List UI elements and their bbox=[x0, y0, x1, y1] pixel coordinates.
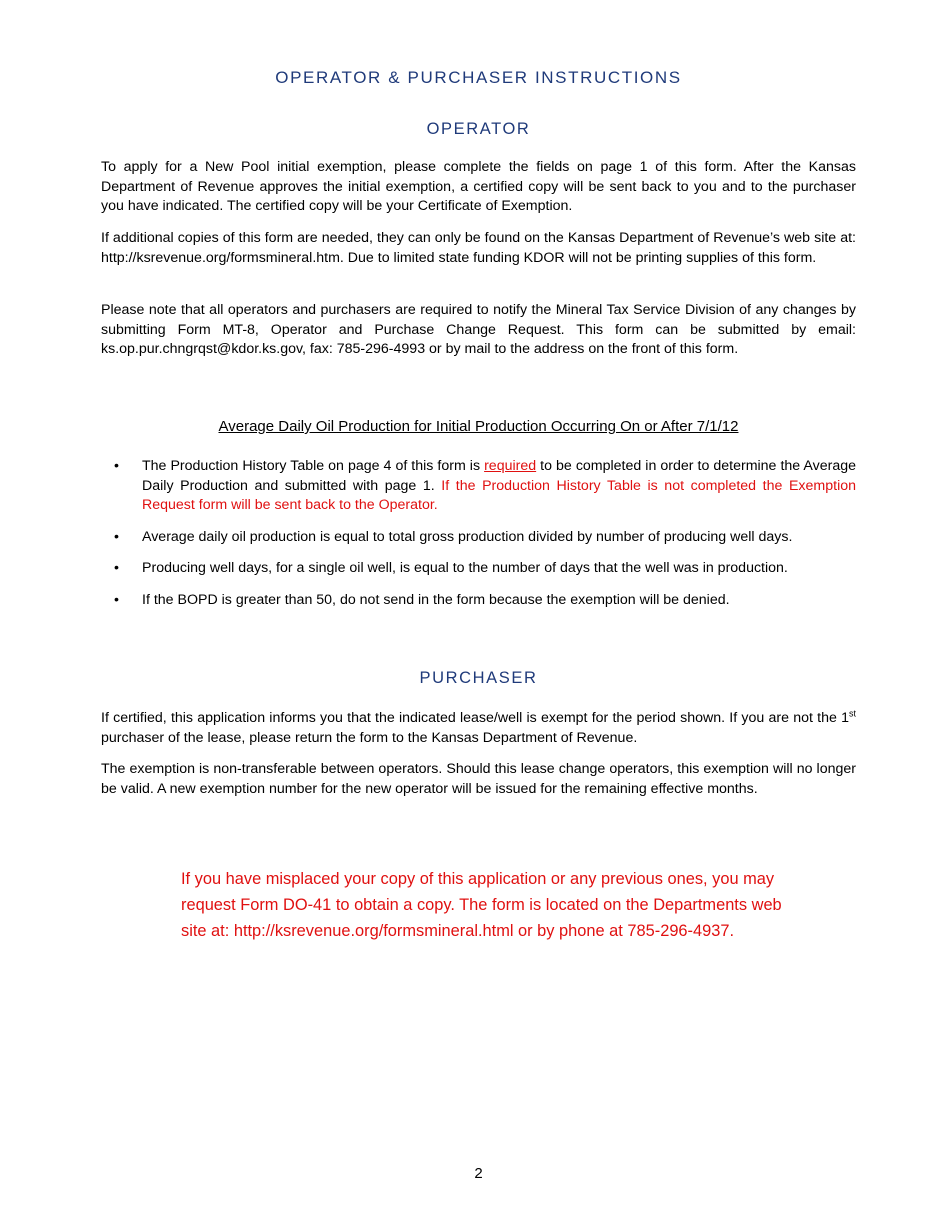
page-number: 2 bbox=[474, 1165, 483, 1182]
purchaser-paragraph-1: If certified, this application informs you that the indicated lease/well is exempt for the period shown. If you are not the 1st purchaser of the lease, please return the form to the Kansas Department of Revenue. bbox=[101, 708, 856, 746]
bullet-dot-icon: • bbox=[114, 591, 119, 608]
operator-paragraph-1: To apply for a New Pool initial exemption, please complete the fields on page 1 of this form. After the Kansas Department of Revenue approves the initial exemption, a certified copy will be sent back to you and to the purchaser you have indicated. The certified copy will be your Certificate of Exemption. bbox=[101, 159, 856, 214]
bullet-item-well-days: • Producing well days, for a single oil well, is equal to the number of days that the well was in production. bbox=[101, 559, 856, 579]
bullet-dot-icon: • bbox=[114, 458, 119, 474]
production-heading: Average Daily Oil Production for Initial Production Occurring On or After 7/1/12 bbox=[218, 418, 739, 435]
bullet-item-production-table: • The Production History Table on page 4 of this form is required to be completed in order to determine the Average Daily Production and submitted with page 1. If the Production History Table is not completed the Exemption Request form will be sent back to the Operator. bbox=[114, 458, 857, 513]
page-title: OPERATOR & PURCHASER INSTRUCTIONS bbox=[275, 68, 682, 87]
operator-paragraph-2: If additional copies of this form are needed, they can only be found on the Kansas Department of Revenue’s web site at: http://ksrevenue.org/formsmineral.htm. Due to limited state funding KDOR will not be printing supplies of this form. bbox=[101, 230, 856, 266]
operator-paragraph-3: Please note that all operators and purchasers are required to notify the Mineral Tax Service Division of any changes by submitting Form MT-8, Operator and Purchase Change Request. This form can be submitted by email: ks.op.pur.chngrqst@kdor.ks.gov, fax: 785-296-4993 or by mail to the address on the front of this form. bbox=[101, 302, 856, 357]
operator-heading: OPERATOR bbox=[426, 120, 531, 138]
bullet-dot-icon: • bbox=[114, 528, 119, 545]
purchaser-heading: PURCHASER bbox=[419, 669, 538, 687]
purchaser-paragraph-2: The exemption is non-transferable between operators. Should this lease change operators, this exemption will no longer be valid. A new exemption number for the new operator will be issued for the remaining effective months. bbox=[101, 761, 856, 797]
required-text: required bbox=[484, 458, 537, 474]
bullet-item-bopd: • If the BOPD is greater than 50, do not send in the form because the exemption will be denied. bbox=[101, 591, 856, 611]
bullet-dot-icon: • bbox=[114, 560, 119, 576]
misplaced-copy-notice: If you have misplaced your copy of this application or any previous ones, you may request Form DO-41 to obtain a copy. The form is located on the Departments web site at: http://ksrevenue.org/formsmineral.html or by phone at 785-296-4937. bbox=[181, 870, 782, 940]
bullet-item-average-daily: • Average daily oil production is equal to total gross production divided by number of producing well days. bbox=[101, 528, 856, 548]
production-bullet-list bbox=[101, 457, 856, 622]
warning-text: If the Production History Table is not completed the Exemption Request form will be sent back to the Operator. bbox=[142, 477, 857, 513]
